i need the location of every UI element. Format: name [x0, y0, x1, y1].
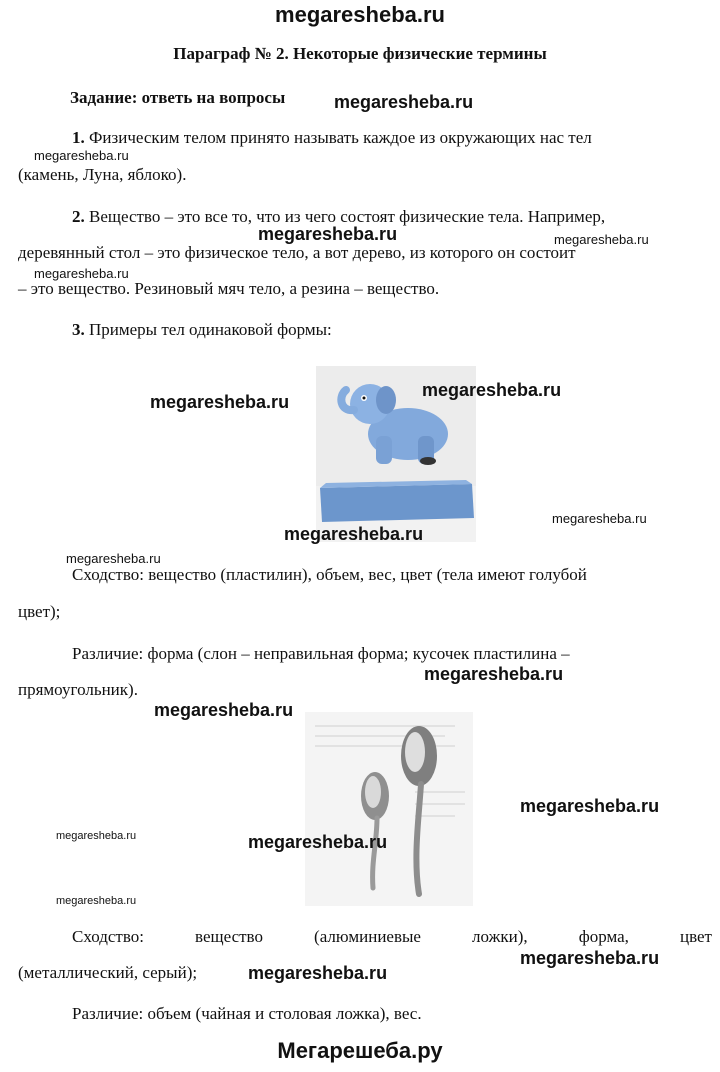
watermark: megaresheba.ru	[150, 392, 290, 412]
watermark: megaresheba.ru	[56, 830, 137, 842]
watermark: megaresheba.ru	[552, 511, 647, 526]
item1-line2: (камень, Луна, яблоко).	[18, 165, 187, 184]
item2-line3: – это вещество. Резиновый мяч тело, а резина – вещество.	[18, 279, 440, 298]
watermark: megaresheba.ru	[34, 266, 129, 281]
site-footer[interactable]: Мегарешеба.ру	[277, 1038, 443, 1063]
block2-word: Сходство:	[72, 927, 144, 946]
block2-difference: Различие: объем (чайная и столовая ложка), вес.	[72, 1004, 422, 1023]
watermark: megaresheba.ru	[154, 700, 294, 720]
block2-word: форма,	[578, 927, 629, 946]
watermark: megaresheba.ru	[520, 796, 660, 816]
block2-similarity-line2: (металлический, серый);	[18, 963, 198, 982]
item1-number: 1.	[72, 128, 85, 147]
task-title: Задание: ответь на вопросы	[70, 88, 286, 107]
spoons-image	[305, 712, 473, 906]
block1-similarity-text: Сходство: вещество (пластилин), объем, вес, цвет (тела имеют голубой	[72, 565, 587, 584]
watermark: megaresheba.ru	[258, 224, 398, 244]
block2-similarity-line1	[72, 927, 712, 947]
page-title: Параграф № 2. Некоторые физические термины	[173, 44, 547, 63]
figure-spoons	[305, 712, 473, 906]
watermark: megaresheba.ru	[34, 148, 129, 163]
block2-word: цвет	[679, 927, 712, 946]
block1-difference-line2: прямоугольник).	[18, 680, 138, 699]
watermark: megaresheba.ru	[520, 948, 660, 968]
block2-word: (алюминиевые	[314, 927, 421, 946]
block1-similarity-line2: цвет);	[18, 602, 61, 621]
item2-line2: деревянный стол – это физическое тело, а вот дерево, из которого он состоит	[18, 243, 576, 262]
block1-similarity-line1	[72, 565, 712, 585]
watermark: megaresheba.ru	[66, 551, 161, 566]
item3-number: 3.	[72, 320, 85, 339]
watermark: megaresheba.ru	[554, 232, 649, 247]
site-header[interactable]: megaresheba.ru	[275, 2, 445, 27]
block2-word: ложки),	[472, 927, 528, 946]
watermark: megaresheba.ru	[248, 832, 388, 852]
block2-word: вещество	[195, 927, 263, 946]
item3-text: Примеры тел одинаковой формы:	[84, 320, 332, 339]
watermark: megaresheba.ru	[284, 524, 424, 544]
item2-text: Вещество – это все то, что из чего состоят физические тела. Например,	[84, 207, 606, 226]
block1-difference-line1: Различие: форма (слон – неправильная форма; кусочек пластилина –	[72, 644, 570, 663]
item1-line1	[72, 126, 592, 150]
watermark: megaresheba.ru	[422, 380, 562, 400]
item3-line1	[72, 318, 332, 342]
watermark: megaresheba.ru	[248, 963, 388, 983]
item1-text: Физическим телом принято называть каждое из окружающих нас тел	[84, 128, 592, 147]
watermark: megaresheba.ru	[334, 92, 474, 112]
watermark: megaresheba.ru	[424, 664, 564, 684]
item2-number: 2.	[72, 207, 85, 226]
watermark: megaresheba.ru	[56, 895, 137, 907]
